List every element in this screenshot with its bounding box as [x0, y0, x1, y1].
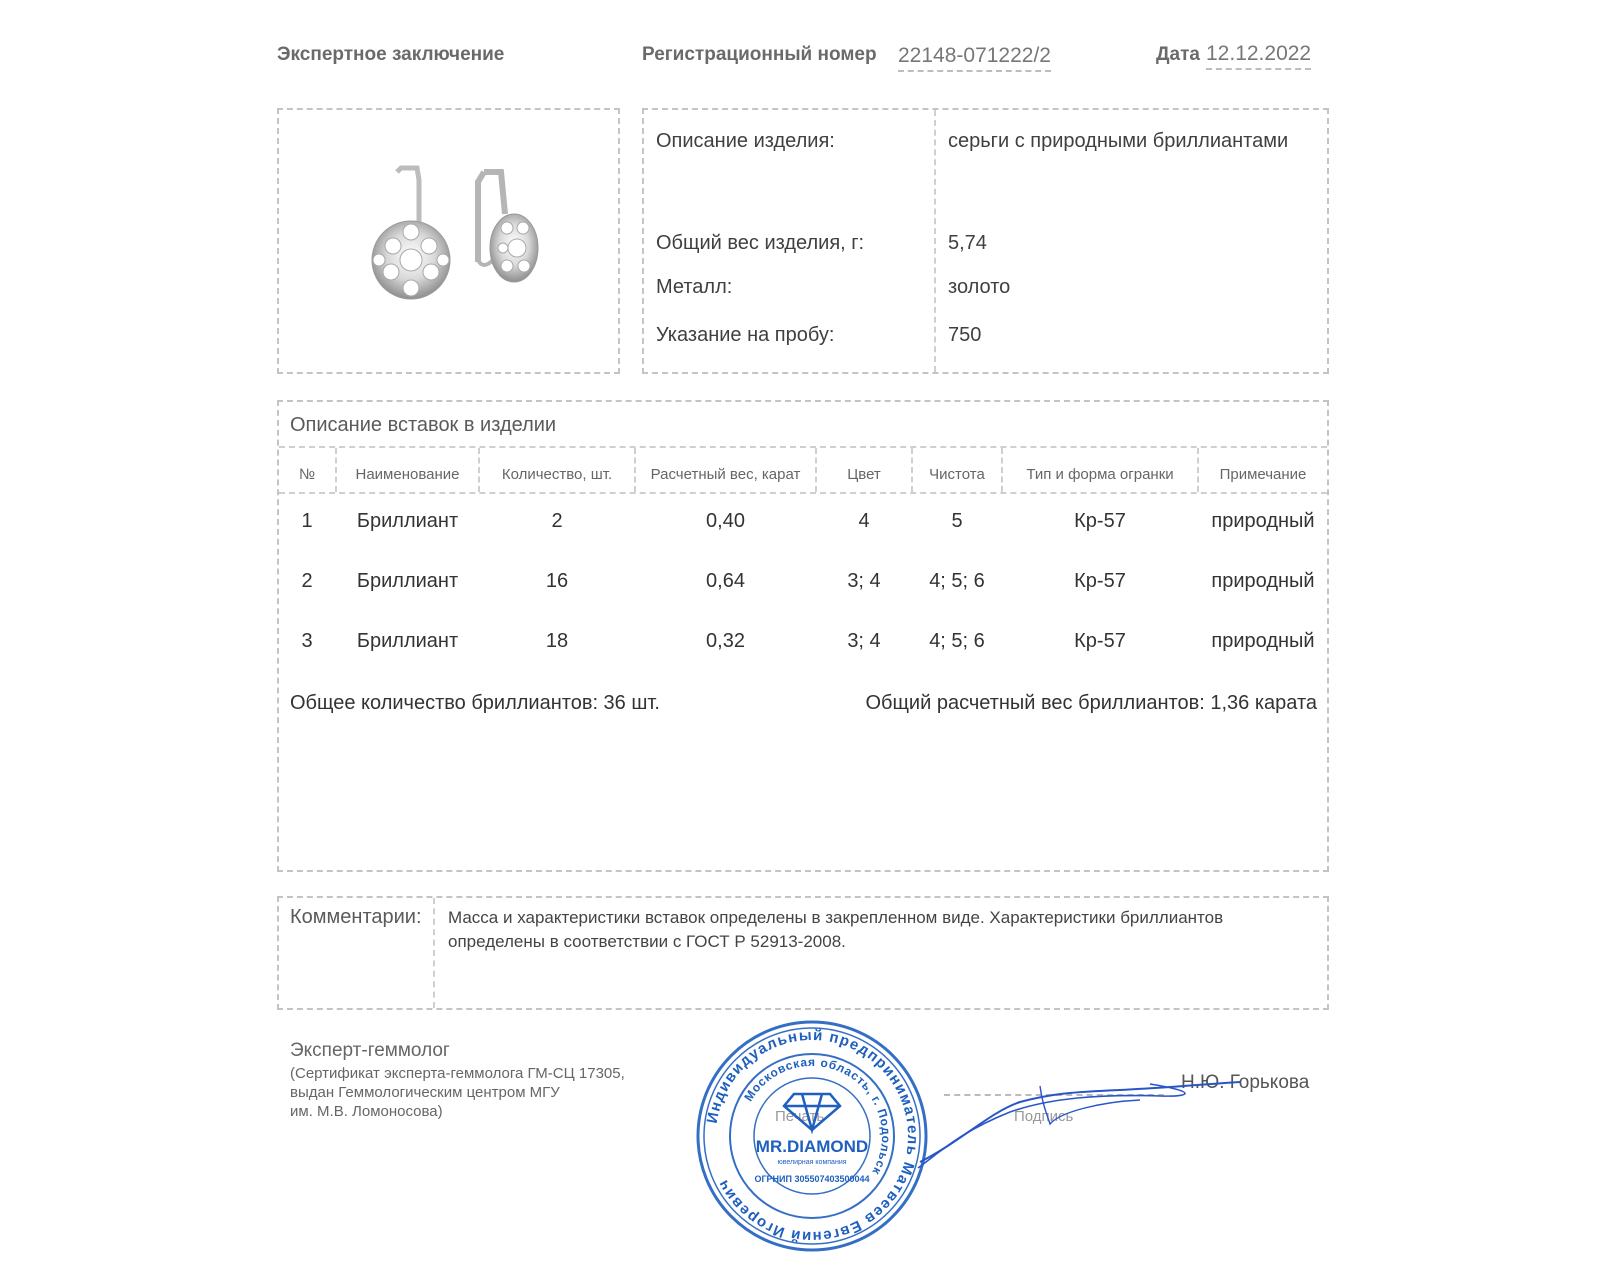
column-header: Тип и форма огранки [1026, 466, 1174, 483]
total-weight: Общий расчетный вес бриллиантов: 1,36 карата [865, 692, 1317, 714]
cell-weight: 0,40 [706, 510, 745, 532]
column-header: Чистота [929, 466, 985, 483]
company-seal-stamp [692, 1016, 932, 1256]
cell-quantity: 16 [545, 570, 569, 592]
svg-text:Московская область, г. Подольс: Московская область, г. Подольск [741, 1054, 894, 1178]
cell-note: природный [1211, 570, 1315, 592]
cell-name: Бриллиант [356, 630, 459, 652]
expert-certificate-line3: им. М.В. Ломоносова) [290, 1103, 443, 1120]
svg-text:ОГРНИП 305507403500044: ОГРНИП 305507403500044 [754, 1174, 870, 1184]
product-photo-frame [277, 108, 620, 374]
divider [279, 446, 1327, 448]
cell-color: 3; 4 [847, 630, 881, 652]
divider [279, 492, 1327, 494]
comments-text-line1: Масса и характеристики вставок определены в закрепленном виде. Характеристики бриллиантов [448, 908, 1224, 927]
cell-color: 4 [858, 510, 870, 532]
column-header: Наименование [355, 466, 460, 483]
comments-text-line2: определены в соответствии с ГОСТ Р 52913-2008. [448, 932, 846, 951]
expert-name: Н.Ю. Горькова [1181, 1072, 1310, 1093]
cell-cut: Кр-57 [1074, 570, 1126, 592]
cell-quantity: 2 [551, 510, 563, 532]
cell-color: 3; 4 [847, 570, 881, 592]
column-header: Цвет [847, 466, 881, 483]
column-divider [934, 110, 936, 372]
expert-title: Эксперт-геммолог [290, 1040, 450, 1061]
date-label: Дата [1156, 44, 1200, 65]
cell-note: природный [1211, 630, 1315, 652]
cell-weight: 0,32 [706, 630, 745, 652]
cell-name: Бриллиант [356, 510, 459, 532]
column-header: № [298, 466, 316, 483]
hallmark-label: Указание на пробу: [656, 324, 835, 346]
weight-value: 5,74 [948, 232, 987, 254]
cell-note: природный [1211, 510, 1315, 532]
cell-name: Бриллиант [356, 570, 459, 592]
handwritten-signature [900, 1072, 1250, 1182]
column-header: Расчетный вес, карат [650, 466, 801, 483]
cell-clarity: 4; 5; 6 [929, 570, 985, 592]
expert-certificate-line2: выдан Геммологическим центром МГУ [290, 1084, 560, 1101]
column-divider [433, 898, 435, 1008]
cell-number: 3 [301, 630, 313, 652]
cell-clarity: 4; 5; 6 [929, 630, 985, 652]
registration-label: Регистрационный номер [642, 44, 877, 65]
column-header: Количество, шт. [501, 466, 613, 483]
document-title: Экспертное заключение [277, 44, 505, 65]
cell-quantity: 18 [545, 630, 569, 652]
cell-number: 1 [301, 510, 313, 532]
metal-label: Металл: [656, 276, 733, 298]
column-header: Примечание [1219, 466, 1307, 483]
svg-text:Индивидуальный предприниматель: Индивидуальный предприниматель Матвеев Евгений Игоревич [703, 1026, 922, 1246]
date-value: 12.12.2022 [1206, 42, 1311, 70]
stamp-placeholder: Печать [775, 1108, 825, 1125]
svg-text:ювелирная компания: ювелирная компания [777, 1159, 847, 1166]
product-info-box [642, 108, 1329, 374]
description-value: серьги с природными бриллиантами [948, 130, 1289, 152]
metal-value: золото [948, 276, 1011, 298]
weight-label: Общий вес изделия, г: [656, 232, 865, 254]
cell-clarity: 5 [951, 510, 963, 532]
registration-number: 22148-071222/2 [898, 44, 1051, 72]
total-count: Общее количество бриллиантов: 36 шт. [290, 692, 660, 714]
description-label: Описание изделия: [656, 130, 835, 152]
svg-text:MR.DIAMOND: MR.DIAMOND [755, 1137, 869, 1156]
cell-cut: Кр-57 [1074, 630, 1126, 652]
expert-certificate-line1: (Сертификат эксперта-геммолога ГМ-СЦ 17305, [290, 1065, 625, 1082]
cell-cut: Кр-57 [1074, 510, 1126, 532]
comments-label: Комментарии: [290, 906, 422, 928]
earrings-image [279, 110, 618, 372]
cell-number: 2 [301, 570, 313, 592]
inserts-title: Описание вставок в изделии [290, 414, 557, 436]
hallmark-value: 750 [948, 324, 982, 346]
signature-placeholder: Подпись [1014, 1108, 1074, 1125]
cell-weight: 0,64 [706, 570, 745, 592]
